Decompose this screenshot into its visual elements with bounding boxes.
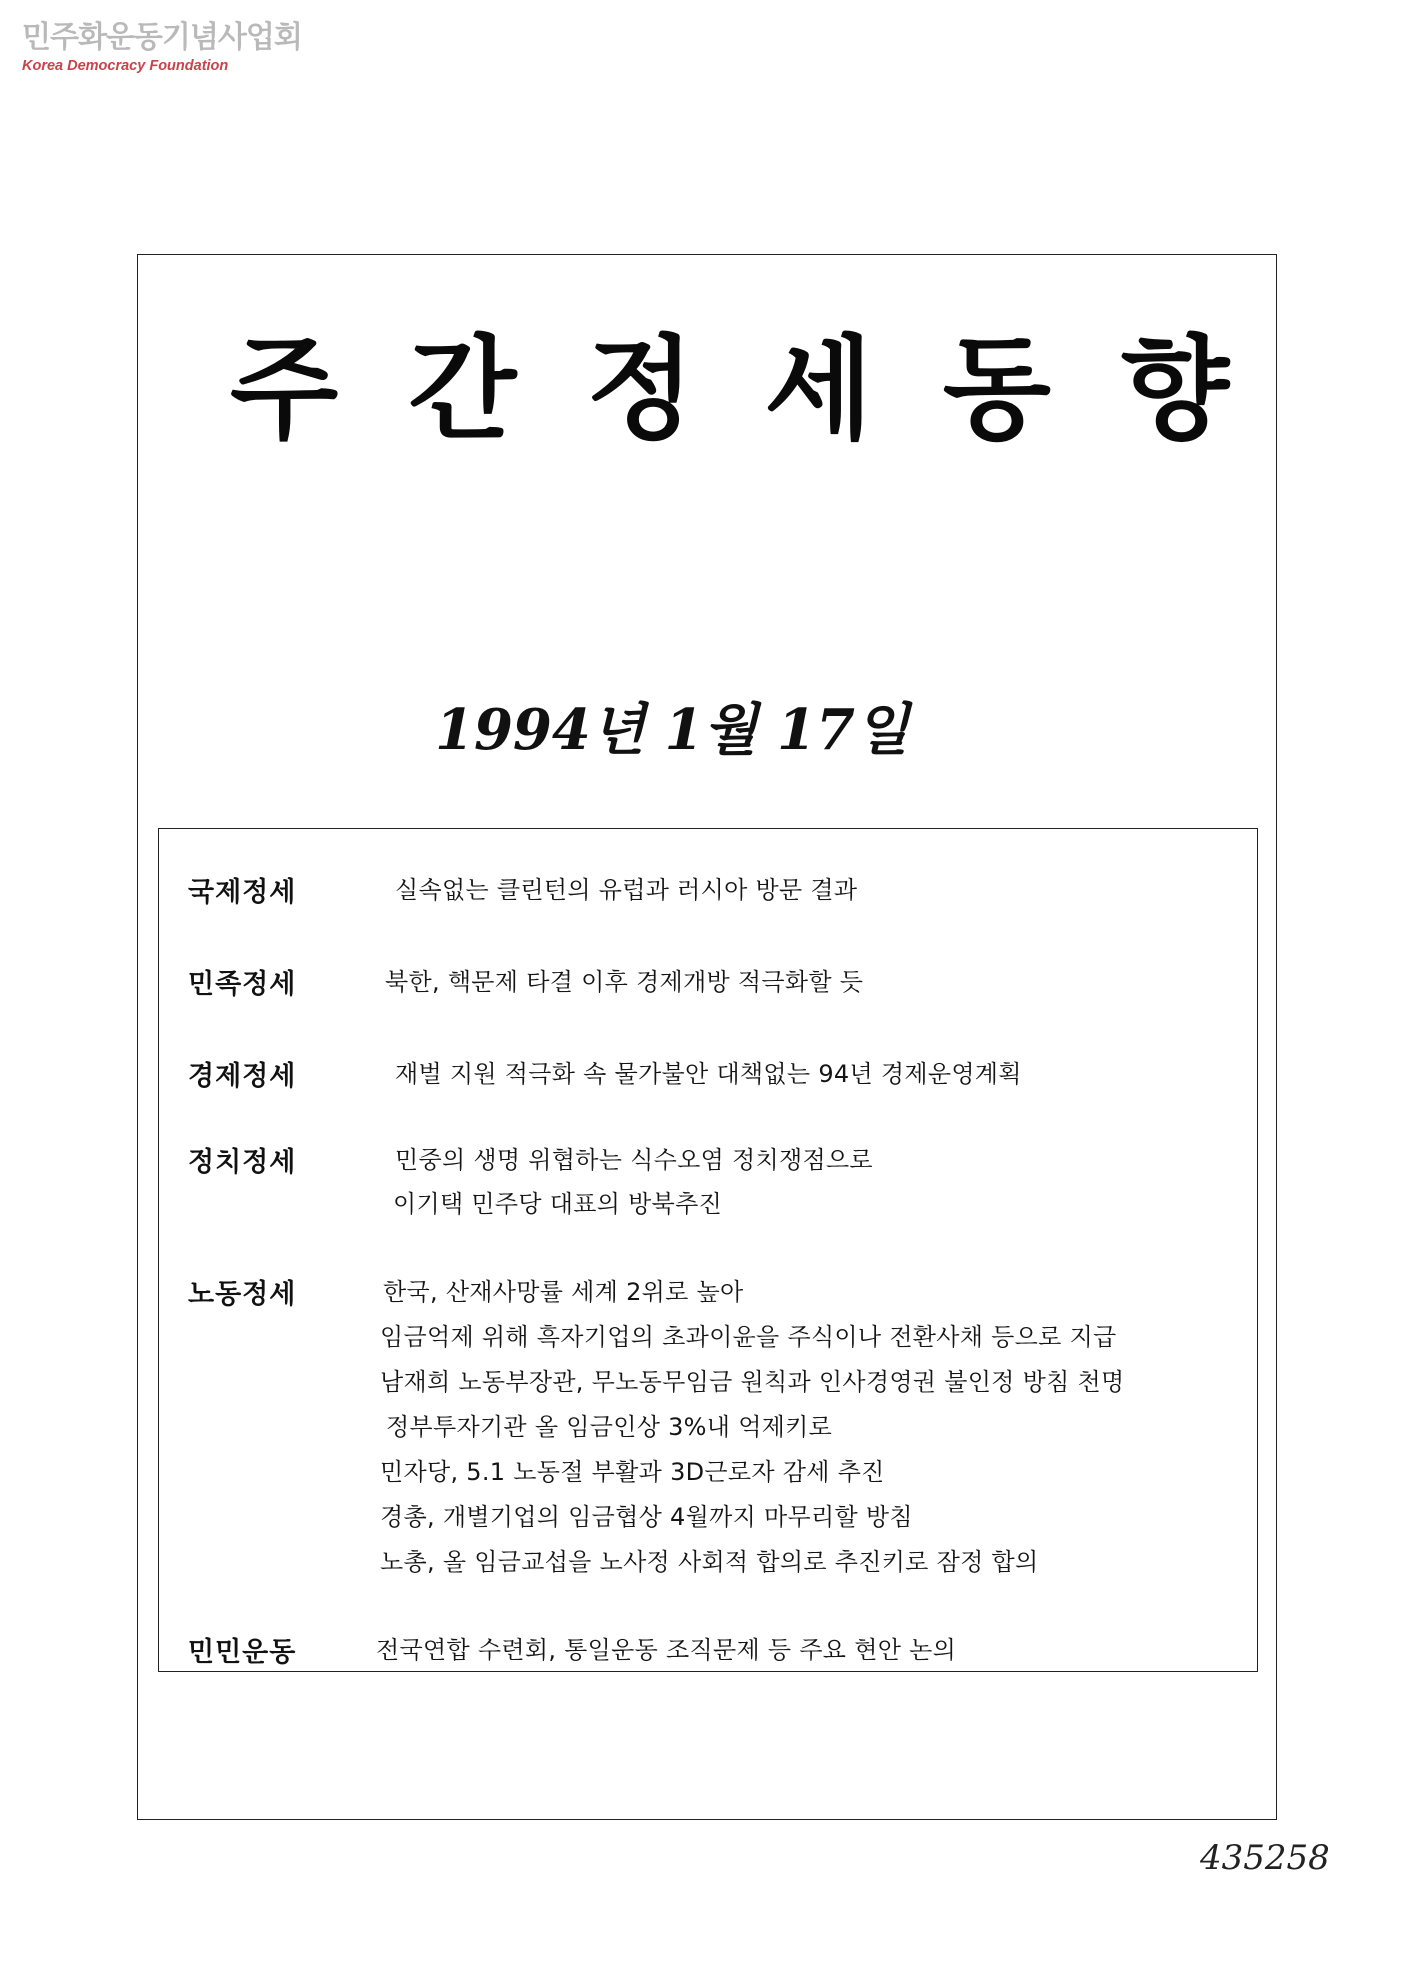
section-label-economy: 경제정세 [188,1061,297,1092]
section-label-politics: 정치정세 [188,1147,297,1178]
section-label-national: 민족정세 [188,969,297,1000]
section-label-labor: 노동정세 [188,1279,297,1310]
watermark-logo [22,20,302,74]
document-number: 435258 [1200,1838,1330,1878]
document-title: 주간정세동향 [230,325,1300,455]
section-line: 한국, 산재사망률 세계 2위로 높아 [383,1278,744,1306]
section-line: 민중의 생명 위협하는 식수오염 정치쟁점으로 [395,1146,873,1174]
section-line: 노총, 올 임금교섭을 노사정 사회적 합의로 추진키로 잠정 합의 [380,1548,1039,1576]
section-line: 재벌 지원 적극화 속 물가불안 대책없는 94년 경제운영계획 [395,1060,1022,1088]
section-line: 이기택 민주당 대표의 방북추진 [393,1190,723,1218]
document-date: 1994년 1월 17일 [435,697,910,763]
section-label-movement: 민민운동 [188,1637,297,1668]
section-line: 정부투자기관 올 임금인상 3%내 억제키로 [386,1413,833,1441]
section-label-international: 국제정세 [188,877,297,908]
section-line: 임금억제 위해 흑자기업의 초과이윤을 주식이나 전환사채 등으로 지급 [380,1323,1117,1351]
watermark-english-text: Korea Democracy Foundation [22,58,229,74]
section-line: 전국연합 수련회, 통일운동 조직문제 등 주요 현안 논의 [376,1636,957,1664]
section-line: 경총, 개별기업의 임금협상 4월까지 마무리할 방침 [380,1503,913,1531]
section-line: 남재희 노동부장관, 무노동무임금 원칙과 인사경영권 불인정 방침 천명 [380,1368,1125,1396]
section-line: 북한, 핵문제 타결 이후 경제개방 적극화할 듯 [385,968,864,996]
watermark-korean-text: 민주화운동기념사업회 [22,20,302,55]
section-line: 실속없는 클린턴의 유럽과 러시아 방문 결과 [395,876,858,904]
section-line: 민자당, 5.1 노동절 부활과 3D근로자 감세 추진 [380,1458,885,1486]
